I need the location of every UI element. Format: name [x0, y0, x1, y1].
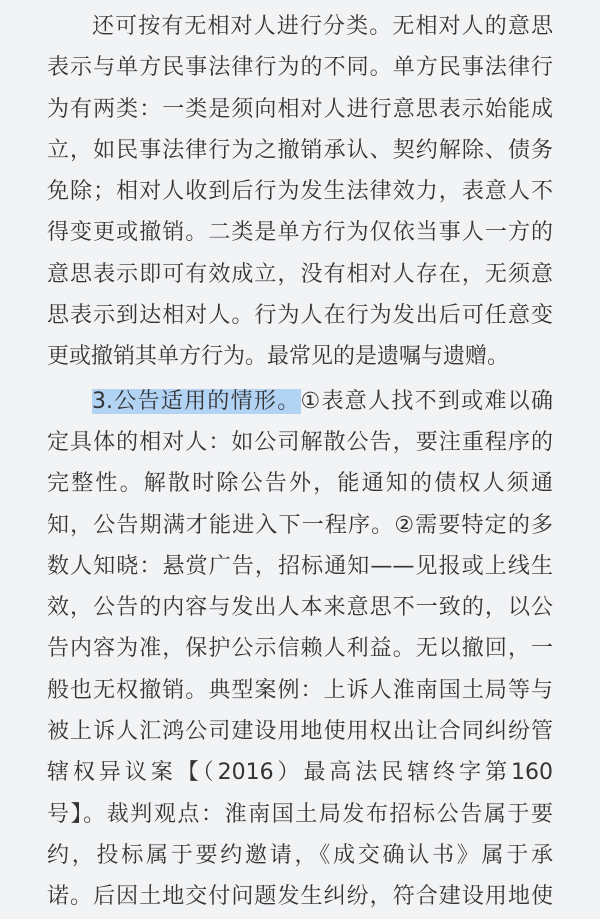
paragraph-classification [47, 6, 553, 378]
text-line: 定具体的相对人：如公司解散公告，要注重程序的 [47, 429, 553, 455]
text-line: 更或撤销其单方行为。最常见的是遗嘱与遗赠。 [47, 344, 510, 370]
text-line: 被上诉人汇鸿公司建设用地使用权出让合同纠纷管 [47, 719, 553, 745]
text-line: 知，公告期满才能进入下一程序。②需要特定的多 [47, 512, 553, 538]
text-line: 立，如民事法律行为之撤销承认、契约解除、债务 [47, 137, 553, 163]
text-line: 为有两类：一类是须向相对人进行意思表示始能成 [47, 96, 553, 122]
text-line: 辖权异议案【（2016）最高法民辖终字第160 [47, 760, 553, 786]
text-line: 还可按有无相对人进行分类。无相对人的意思 [92, 14, 553, 39]
text-line: 告内容为准，保护公示信赖人利益。无以撤回，一 [47, 636, 553, 662]
text-line-rest: ①表意人找不到或难以确 [300, 388, 553, 414]
text-line: 完整性。解散时除公告外，能通知的债权人须通 [47, 471, 553, 497]
text-line: 数人知晓：悬赏广告，招标通知——见报或上线生 [47, 553, 553, 579]
text-line: 免除；相对人收到后行为发生法律效力，表意人不 [47, 179, 553, 205]
highlighted-heading: 3.公告适用的情形。 [92, 388, 301, 414]
paragraph-announcement [47, 381, 553, 918]
text-line: 意思表示即可有效成立，没有相对人存在，无须意 [47, 261, 553, 287]
text-line: 效，公告的内容与发出人本来意思不一致的，以公 [47, 595, 553, 621]
text-line: 号】。裁判观点：淮南国土局发布招标公告属于要 [47, 801, 553, 827]
text-line: 般也无权撤销。典型案例：上诉人淮南国土局等与 [47, 677, 553, 703]
text-line: 得变更或撤销。二类是单方行为仅依当事人一方的 [47, 220, 553, 246]
text-line [47, 381, 553, 422]
text-line: 诺。后因土地交付问题发生纠纷，符合建设用地使 [47, 884, 553, 910]
text-line: 思表示到达相对人。行为人在行为发出后可任意变 [47, 303, 553, 329]
text-line: 表示与单方民事法律行为的不同。单方民事法律行 [47, 55, 553, 81]
text-line: 约，投标属于要约邀请，《成交确认书》属于承 [47, 842, 553, 868]
